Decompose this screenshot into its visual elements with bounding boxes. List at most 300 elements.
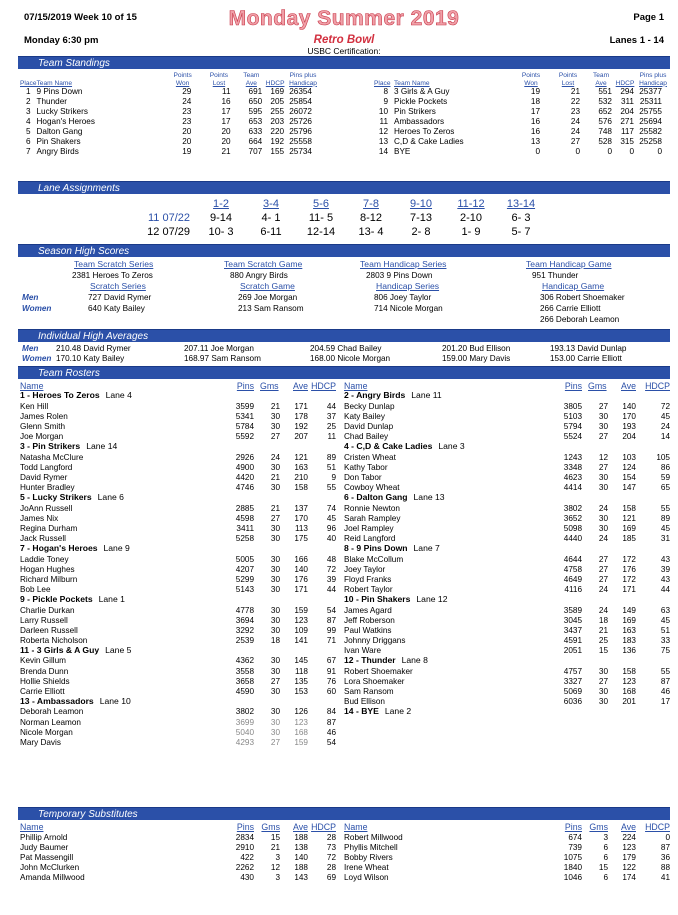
- sub-stat: 15: [270, 832, 280, 842]
- player-stat: 176: [294, 574, 308, 584]
- standings-head: Place: [374, 79, 391, 87]
- player-stat: 124: [622, 462, 636, 472]
- team-lane: Lane 14: [86, 441, 118, 452]
- player-name: Becky Dunlap: [344, 401, 395, 411]
- season-head: Team Scratch Series: [74, 259, 154, 269]
- player-stat: 99: [326, 625, 336, 635]
- player-stat: 65: [660, 483, 670, 493]
- player-stat: 1243: [563, 452, 582, 462]
- sub-row: [344, 863, 670, 873]
- standings-sheet: [18, 6, 670, 890]
- temporary-substitutes: [18, 820, 670, 890]
- team-name: [344, 493, 670, 503]
- standings-value: 16: [221, 97, 231, 107]
- standings-row: [20, 107, 320, 117]
- player-row: [344, 626, 670, 636]
- player-stat: 75: [660, 646, 670, 656]
- player-row: [20, 605, 336, 615]
- player-stat: 15: [598, 646, 608, 656]
- player-stat: 3411: [236, 524, 254, 533]
- player-name: Sarah Rampley: [344, 513, 401, 523]
- sub-name: Phillip Arnold: [20, 832, 68, 842]
- player-stat: 87: [326, 717, 336, 727]
- standings-value: 5: [25, 127, 31, 137]
- standings-value: 650: [248, 97, 263, 107]
- player-name: David Rymer: [20, 473, 68, 483]
- sub-stat: 1075: [563, 852, 582, 862]
- section-lane-assignments: Lane Assignments: [18, 181, 670, 194]
- team-name: 3 Girls & A Guy: [394, 87, 450, 97]
- player-name: Kathy Tabor: [344, 462, 388, 472]
- lane-matchup: 5- 7: [511, 225, 531, 238]
- player-stat: 136: [622, 646, 636, 656]
- player-name: Todd Langford: [20, 462, 73, 472]
- player-stat: 5040: [235, 727, 254, 737]
- team-name: 9 Pins Down: [36, 87, 83, 97]
- player-stat: 135: [294, 676, 308, 686]
- men-label: Men: [22, 293, 39, 302]
- player-row: [344, 463, 670, 473]
- subs-head-cell: Gms: [261, 822, 280, 833]
- player-name: Jack Russell: [20, 534, 66, 544]
- player-stat: 30: [598, 666, 608, 676]
- sheet-header: [18, 6, 670, 56]
- sub-row: [20, 853, 336, 863]
- standings-value: 25582: [639, 127, 662, 137]
- standings-value: 23: [182, 117, 192, 127]
- lane-week: 11 07/22: [147, 211, 190, 224]
- player-name: Hollie Shields: [20, 676, 70, 686]
- season-subhead: Scratch Game: [240, 281, 295, 291]
- player-stat: 4420: [235, 473, 254, 483]
- player-stat: 3802: [235, 707, 254, 717]
- player-stat: 14: [660, 432, 670, 442]
- standings-value: 25694: [639, 117, 662, 127]
- standings-head: HDCP: [265, 79, 285, 87]
- player-stat: 96: [326, 524, 336, 533]
- player-stat: 3694: [235, 615, 254, 625]
- standings-value: 10: [378, 107, 388, 117]
- team-row: [344, 493, 670, 503]
- player-stat: 30: [598, 524, 608, 533]
- team-row: [20, 595, 336, 605]
- roster-head-cell: Ave: [293, 381, 308, 392]
- team-high: 951 Thunder: [532, 271, 579, 280]
- player-stat: 5592: [235, 432, 254, 442]
- standings-head: Ave: [245, 79, 257, 87]
- player-stat: 3599: [235, 401, 254, 411]
- player-row: [20, 503, 336, 513]
- standings-value: 29: [182, 87, 192, 97]
- standings-value: 4: [25, 117, 31, 127]
- standings-value: 20: [182, 137, 192, 147]
- standings-value: 633: [248, 127, 263, 137]
- team-name: [344, 442, 670, 452]
- sub-stat: 138: [294, 842, 308, 852]
- player-stat: 89: [660, 513, 670, 523]
- player-stat: 178: [294, 411, 308, 421]
- player-stat: 170: [294, 513, 308, 523]
- team-lane: Lane 11: [411, 390, 442, 401]
- season-head: Team Handicap Series: [360, 259, 447, 269]
- team-standings: [18, 69, 670, 181]
- player-stat: 30: [598, 483, 608, 493]
- sub-stat: 28: [326, 863, 336, 873]
- player-stat: 91: [326, 666, 336, 676]
- women-average: 168.00 Nicole Morgan: [310, 354, 391, 363]
- standings-row: [374, 127, 670, 137]
- standings-head-top: [20, 72, 320, 80]
- player-stat: 27: [598, 564, 608, 574]
- player-stat: 159: [294, 737, 308, 747]
- standings-value: 26072: [289, 107, 312, 117]
- team-row: [20, 646, 336, 656]
- player-stat: 63: [660, 605, 670, 615]
- player-stat: 55: [660, 666, 670, 676]
- standings-head: Team: [243, 72, 260, 79]
- player-row: [344, 554, 670, 564]
- sub-stat: 739: [568, 842, 582, 852]
- section-individual-high: Individual High Averages: [18, 329, 670, 342]
- men-high: 806 Joey Taylor: [374, 293, 432, 302]
- sub-stat: 174: [622, 873, 636, 883]
- subs-head-cell: Pins: [564, 822, 582, 833]
- team-name: [344, 391, 670, 401]
- player-name: Chad Bailey: [344, 432, 389, 442]
- player-name: Jeff Roberson: [344, 615, 395, 625]
- roster-head-cell: Gms: [588, 381, 607, 392]
- team-label: 3 - Pin Strikers: [20, 441, 81, 452]
- player-name: Larry Russell: [20, 615, 68, 625]
- player-stat: 45: [660, 411, 670, 421]
- standings-row: [20, 127, 320, 137]
- standings-value: 24: [570, 117, 580, 127]
- standings-head: [614, 72, 636, 80]
- player-stat: 175: [294, 534, 308, 544]
- sub-stat: 87: [660, 842, 670, 852]
- player-stat: 123: [294, 717, 308, 727]
- team-row: [344, 442, 670, 452]
- player-stat: 5299: [235, 574, 254, 584]
- date-week: 07/15/2019 Week 10 of 15: [24, 12, 137, 23]
- subs-head-cell: HDCP: [311, 822, 336, 833]
- player-row: [344, 422, 670, 432]
- player-stat: 30: [270, 666, 280, 676]
- sub-stat: 36: [660, 852, 670, 862]
- player-stat: 185: [622, 534, 636, 544]
- team-label: 13 - Ambassadors: [20, 695, 94, 706]
- player-row: [344, 605, 670, 615]
- player-stat: 24: [270, 452, 280, 462]
- player-name: Kevin Gillum: [20, 656, 66, 666]
- player-stat: 30: [270, 564, 280, 574]
- team-row: [344, 391, 670, 401]
- player-stat: 171: [622, 585, 636, 595]
- standings-value: 25755: [639, 107, 662, 117]
- player-name: Brenda Dunn: [20, 666, 69, 676]
- standings-head: Won: [524, 79, 538, 87]
- player-stat: 3589: [563, 605, 582, 615]
- standings-value: 26354: [289, 87, 312, 97]
- player-row: [20, 656, 336, 666]
- player-stat: 54: [326, 605, 336, 615]
- player-stat: 153: [294, 687, 308, 696]
- standings-head: Team Name: [394, 79, 430, 87]
- bowling-center: Retro Bowl: [313, 34, 375, 46]
- player-stat: 43: [660, 574, 670, 584]
- standings-head: Ave: [595, 79, 607, 87]
- player-stat: 30: [598, 697, 608, 707]
- standings-row: [20, 147, 320, 157]
- team-rosters: [18, 379, 670, 807]
- player-stat: 87: [326, 615, 336, 625]
- team-label: 9 - Pickle Pockets: [20, 594, 93, 605]
- standings-head: Won: [175, 79, 190, 87]
- player-stat: 172: [622, 574, 636, 584]
- sub-stat: 140: [294, 852, 308, 862]
- roster-head-cell: Ave: [621, 381, 636, 392]
- player-name: Ivan Ware: [344, 646, 382, 656]
- women-high: 266 Carrie Elliott: [540, 304, 601, 313]
- player-name: Paul Watkins: [344, 625, 392, 635]
- standings-value: 551: [598, 87, 612, 97]
- standings-row: [374, 137, 670, 147]
- player-stat: 170: [622, 411, 636, 421]
- player-stat: 3348: [563, 462, 582, 472]
- player-stat: 51: [660, 625, 670, 635]
- standings-row: [20, 87, 320, 97]
- standings-value: 13: [378, 137, 388, 147]
- season-subhead: Handicap Game: [542, 281, 605, 291]
- standings-value: 17: [221, 117, 231, 127]
- sub-name: Robert Millwood: [344, 832, 403, 842]
- player-stat: 59: [660, 473, 670, 483]
- standings-value: 204: [620, 107, 634, 117]
- sub-stat: 179: [622, 852, 636, 862]
- player-stat: 4293: [235, 737, 254, 747]
- player-name: Carrie Elliott: [20, 687, 65, 696]
- player-stat: 4900: [235, 462, 254, 472]
- standings-value: 11: [379, 117, 388, 127]
- sub-row: [344, 873, 670, 883]
- standings-value: 25311: [639, 97, 662, 107]
- sub-stat: 72: [326, 852, 336, 862]
- player-stat: 158: [294, 483, 308, 493]
- player-stat: 60: [326, 687, 336, 696]
- standings-value: 294: [620, 87, 634, 97]
- player-name: Reid Langford: [344, 534, 396, 544]
- player-stat: 55: [660, 503, 670, 513]
- player-name: Sam Ransom: [344, 687, 394, 696]
- subs-left: [20, 822, 336, 883]
- player-row: [20, 524, 336, 534]
- player-stat: 193: [622, 422, 636, 432]
- standings-value: 13: [530, 137, 540, 147]
- women-label: Women: [22, 354, 52, 363]
- sub-stat: 123: [622, 842, 636, 852]
- player-name: Floyd Franks: [344, 574, 392, 584]
- player-stat: 201: [622, 697, 636, 707]
- player-stat: 30: [598, 473, 608, 483]
- roster-head-cell: HDCP: [645, 381, 670, 392]
- team-label: 5 - Lucky Strikers: [20, 492, 92, 503]
- player-stat: 192: [294, 422, 308, 432]
- player-row: [344, 452, 670, 462]
- women-high: 213 Sam Ransom: [238, 304, 304, 313]
- standings-row: [374, 117, 670, 127]
- standings-value: 0: [657, 147, 662, 157]
- player-row: [344, 564, 670, 574]
- player-row: [344, 473, 670, 483]
- standings-value: 528: [598, 137, 612, 147]
- player-name: Nicole Morgan: [20, 727, 73, 737]
- sub-name: Loyd Wilson: [344, 873, 389, 883]
- team-name: Ambassadors: [394, 117, 445, 127]
- team-lane: Lane 6: [97, 492, 124, 503]
- player-stat: 30: [270, 462, 280, 472]
- standings-value: 23: [182, 107, 192, 117]
- player-stat: 3437: [563, 625, 582, 635]
- player-stat: 3658: [235, 676, 254, 686]
- player-name: David Dunlap: [344, 422, 394, 432]
- team-row: [20, 697, 336, 707]
- standings-value: 22: [570, 97, 580, 107]
- standings-value: 220: [270, 127, 285, 137]
- player-stat: 3802: [563, 503, 582, 513]
- player-stat: 4757: [563, 666, 582, 676]
- sub-name: Phyllis Mitchell: [344, 842, 398, 852]
- player-stat: 5143: [235, 585, 254, 595]
- player-stat: 30: [270, 625, 280, 635]
- team-label: 1 - Heroes To Zeros: [20, 390, 100, 401]
- team-name: [20, 391, 336, 401]
- subs-head-cell: Name: [344, 822, 368, 833]
- player-row: [20, 575, 336, 585]
- standings-value: 707: [248, 147, 263, 157]
- standings-head: Pins plus: [639, 72, 667, 79]
- roster-table: [20, 381, 336, 748]
- team-lane: Lane 4: [105, 390, 132, 401]
- sub-stat: 6: [603, 852, 608, 862]
- standings-value: 1: [25, 87, 31, 97]
- women-high: 640 Katy Bailey: [88, 304, 145, 313]
- standings-head: [394, 72, 514, 80]
- women-high-extra: 266 Deborah Leamon: [540, 315, 620, 324]
- player-name: Bud Ellison: [344, 697, 385, 707]
- player-name: James Nix: [20, 513, 59, 523]
- player-name: Ronnie Newton: [344, 503, 400, 513]
- section-temp-subs: Temporary Substitutes: [18, 807, 670, 820]
- player-stat: 27: [270, 513, 280, 523]
- player-stat: 51: [326, 462, 336, 472]
- player-stat: 118: [294, 666, 308, 676]
- standings-value: 20: [221, 137, 231, 147]
- team-lane: Lane 9: [103, 543, 130, 554]
- sub-name: Irene Wheat: [344, 863, 389, 873]
- player-row: [344, 575, 670, 585]
- standings-head: [264, 72, 286, 80]
- player-row: [344, 636, 670, 646]
- team-lane: Lane 7: [413, 543, 440, 554]
- player-stat: 21: [270, 401, 280, 411]
- player-stat: 147: [622, 483, 636, 493]
- player-stat: 5103: [563, 411, 582, 421]
- player-stat: 163: [294, 462, 308, 472]
- player-stat: 4590: [235, 687, 254, 696]
- standings-head: Points: [521, 72, 541, 79]
- player-stat: 4362: [235, 656, 254, 666]
- standings-value: 11: [222, 87, 231, 97]
- player-stat: 2885: [235, 503, 254, 513]
- player-stat: 121: [622, 513, 636, 523]
- sub-stat: 122: [622, 863, 636, 873]
- sub-stat: 224: [622, 832, 636, 842]
- player-stat: 3045: [563, 615, 582, 625]
- player-stat: 30: [270, 717, 280, 727]
- player-row: [20, 717, 336, 727]
- standings-value: 652: [598, 107, 612, 117]
- day-time: Monday 6:30 pm: [24, 35, 99, 46]
- team-row: [20, 391, 336, 401]
- player-stat: 5098: [563, 524, 582, 533]
- player-row: [344, 401, 670, 411]
- player-stat: 30: [270, 411, 280, 421]
- standings-left: [20, 72, 320, 157]
- player-stat: 67: [326, 656, 336, 666]
- player-row: [20, 473, 336, 483]
- standings-value: 24: [182, 97, 192, 107]
- subs-head-cell: Ave: [293, 822, 308, 833]
- standings-head-top: [374, 72, 670, 80]
- standings-head: Handicap: [289, 79, 317, 87]
- player-stat: 204: [622, 432, 636, 442]
- sub-stat: 430: [240, 873, 254, 883]
- standings-table: [374, 72, 670, 157]
- standings-head: Points: [173, 72, 192, 79]
- player-stat: 4440: [563, 534, 582, 544]
- team-label: 12 - Thunder: [344, 655, 396, 666]
- sub-stat: 2834: [235, 832, 254, 842]
- player-stat: 44: [660, 585, 670, 595]
- sub-stat: 69: [326, 873, 336, 883]
- player-row: [20, 401, 336, 411]
- player-stat: 4746: [235, 483, 254, 493]
- sub-stat: 28: [326, 832, 336, 842]
- player-name: Glenn Smith: [20, 422, 66, 432]
- lane-table: [128, 197, 546, 239]
- player-stat: 141: [294, 636, 308, 646]
- lane-matchup: 4- 1: [261, 211, 281, 224]
- standings-head-bottom: [20, 80, 320, 88]
- team-name: Pickle Pockets: [394, 97, 448, 107]
- standings-value: 192: [270, 137, 285, 147]
- standings-head: [37, 72, 166, 80]
- lane-pair: 5-6: [313, 197, 329, 210]
- sub-name: John McClurken: [20, 863, 80, 873]
- lane-pair: 7-8: [363, 197, 379, 210]
- standings-value: 20: [221, 127, 231, 137]
- player-name: JoAnn Russell: [20, 503, 73, 513]
- team-name: Pin Shakers: [36, 137, 81, 147]
- player-stat: 21: [270, 503, 280, 513]
- subs-head-cell: HDCP: [645, 822, 670, 833]
- player-name: Mary Davis: [20, 737, 61, 747]
- player-stat: 4623: [563, 473, 582, 483]
- standings-value: 17: [530, 107, 540, 117]
- player-stat: 37: [326, 411, 336, 421]
- subs-head-cell: Name: [20, 822, 44, 833]
- player-row: [20, 615, 336, 625]
